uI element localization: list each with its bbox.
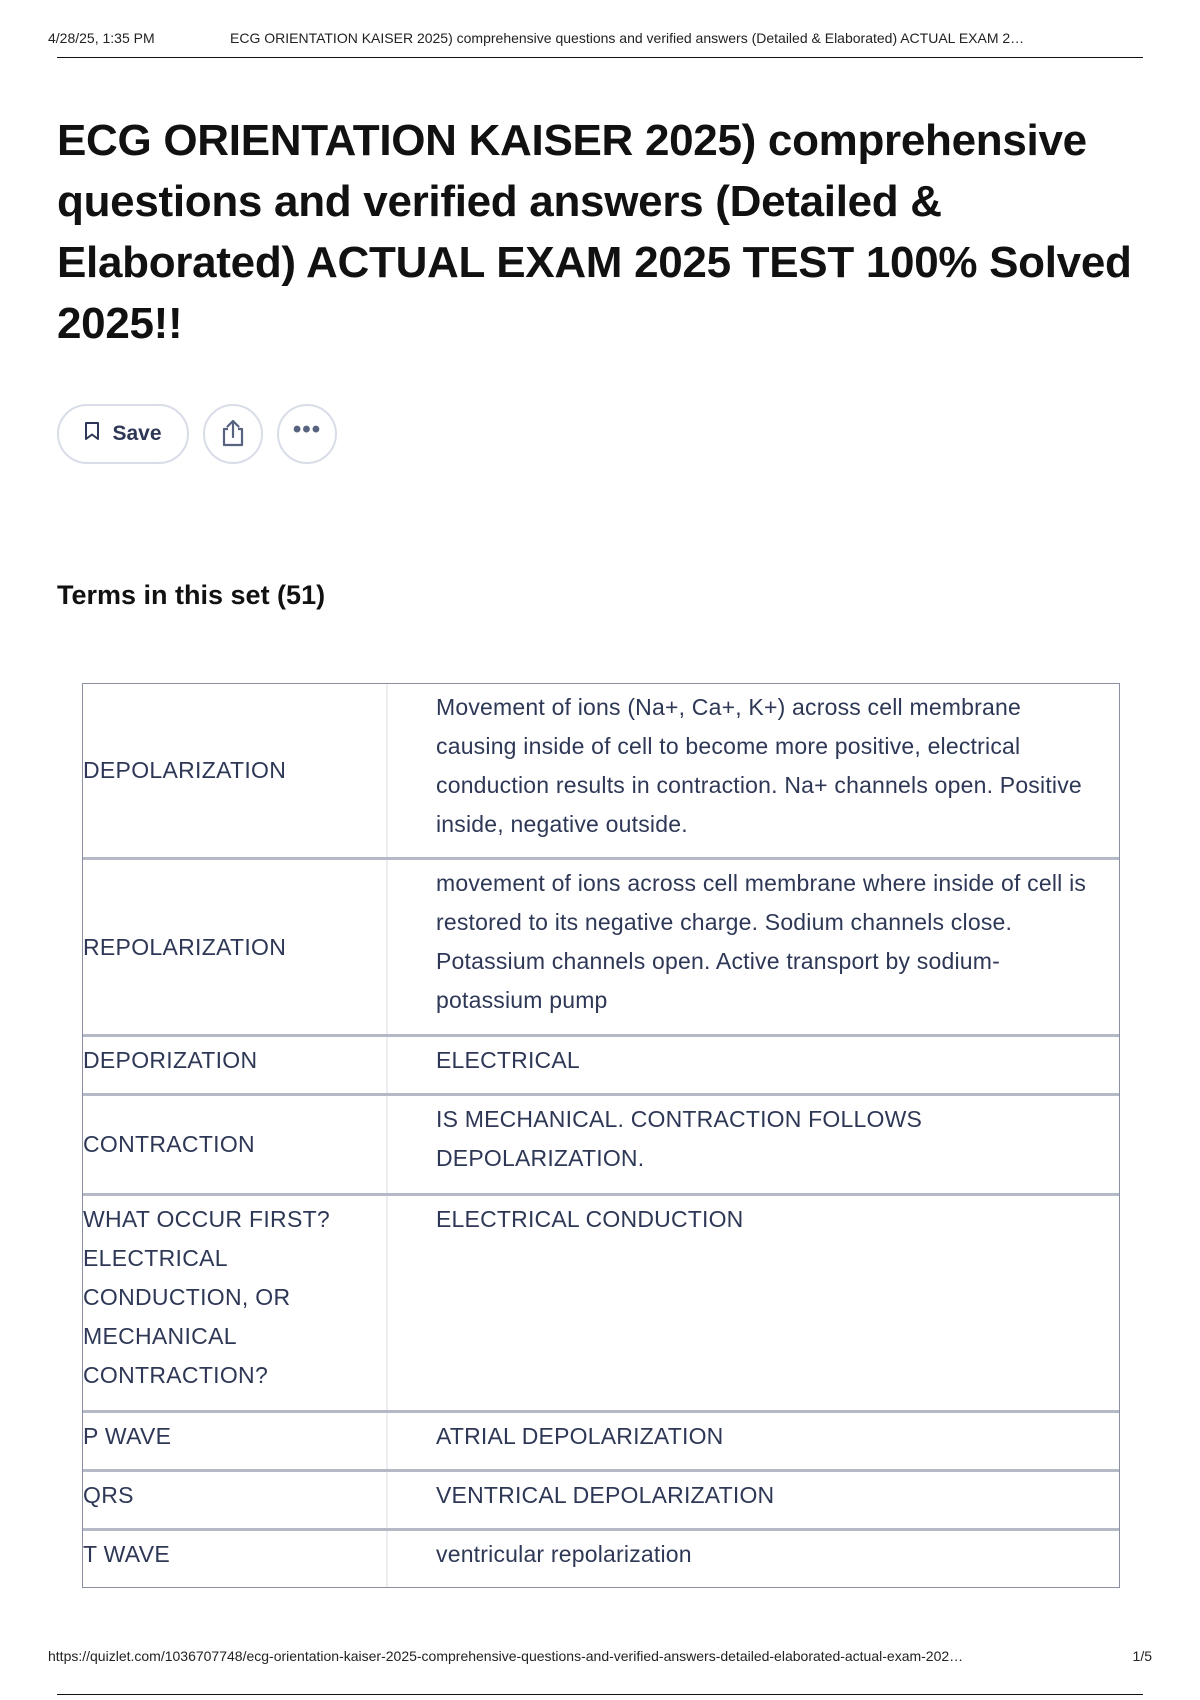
definition: ELECTRICAL CONDUCTION [436,1206,744,1232]
term: QRS [83,1472,388,1528]
definition: ATRIAL DEPOLARIZATION [436,1423,724,1449]
action-bar [57,404,351,464]
term-row [83,1193,1119,1410]
term-row [83,1093,1119,1193]
definition: movement of ions across cell membrane where inside of cell is restored to its negative charge. Sodium channels close. Potassium channels open. Active transport by sodium-potassium pump [436,870,1087,1013]
footer-divider [57,1694,1143,1695]
page-number: 1/5 [1132,1648,1152,1664]
print-url: https://quizlet.com/1036707748/ecg-orientation-kaiser-2025-comprehensive-questions-and-verified-answers-detailed-elaborated-actual-exam-202… [48,1648,964,1664]
term: DEPORIZATION [83,1037,388,1093]
print-header [48,30,1144,60]
save-button[interactable] [57,404,189,464]
more-horizontal-icon: ••• [292,416,322,443]
bookmark-icon [84,421,100,447]
term-row [83,1410,1119,1469]
definition: IS MECHANICAL. CONTRACTION FOLLOWS DEPOLARIZATION. [436,1106,923,1171]
print-title: ECG ORIENTATION KAISER 2025) comprehensive questions and verified answers (Detailed & Elaborated) ACTUAL EXAM 2… [230,30,1025,46]
term-row [83,857,1119,1034]
definition: Movement of ions (Na+, Ca+, K+) across cell membrane causing inside of cell to become more positive, electrical conduction results in contraction. Na+ channels open. Positive inside, negative outside. [436,694,1082,837]
print-footer [48,1648,1152,1664]
terms-table [82,683,1120,1588]
share-button[interactable] [203,404,263,464]
term: DEPOLARIZATION [83,684,388,857]
term-row [83,1034,1119,1093]
term: WHAT OCCUR FIRST? ELECTRICAL CONDUCTION, OR MECHANICAL CONTRACTION? [83,1196,388,1410]
term-row [83,1469,1119,1528]
term-row [83,1528,1119,1587]
term-row [83,684,1119,857]
term: REPOLARIZATION [83,860,388,1034]
header-divider [57,57,1143,58]
more-button[interactable] [277,404,337,464]
print-datetime: 4/28/25, 1:35 PM [48,30,155,46]
definition: ELECTRICAL [436,1047,580,1073]
term: T WAVE [83,1531,388,1587]
term: P WAVE [83,1413,388,1469]
definition: ventricular repolarization [436,1541,692,1567]
definition: VENTRICAL DEPOLARIZATION [436,1482,775,1508]
save-label: Save [112,422,162,445]
page-title: ECG ORIENTATION KAISER 2025) comprehensive questions and verified answers (Detailed & Elaborated) ACTUAL EXAM 2025 TEST 100% Solved 2025!! [57,116,1132,348]
terms-heading: Terms in this set (51) [57,580,326,610]
share-icon [219,418,247,451]
term: CONTRACTION [83,1096,388,1193]
